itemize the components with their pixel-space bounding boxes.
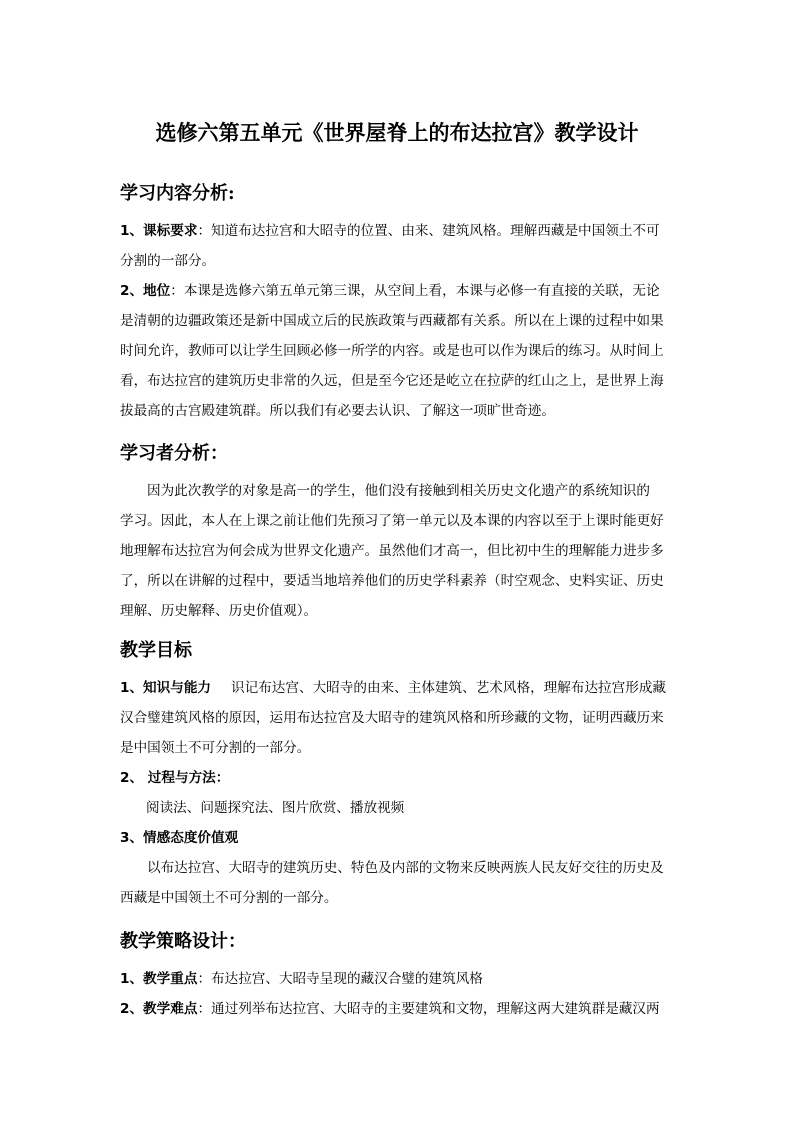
line-text: ：通过列举布达拉宫、大昭寺的主要建筑和文物，理解这两大建筑群是藏汉两 bbox=[197, 1001, 660, 1017]
line-text: ：布达拉宫、大昭寺呈现的藏汉合璧的建筑风格 bbox=[197, 971, 483, 987]
item-label: 1、知识与能力 bbox=[120, 680, 212, 696]
heading-content-analysis: 学习内容分析: bbox=[120, 183, 235, 204]
paragraph-line bbox=[120, 673, 680, 703]
paragraph-line: 时间允许，教师可以让学生回顾必修一所学的内容。或是也可以作为课后的练习。从时间上 bbox=[120, 343, 664, 359]
paragraph-line bbox=[120, 994, 680, 1024]
paragraph-line: 是中国领土不可分割的一部分。 bbox=[120, 740, 311, 756]
paragraph-line bbox=[120, 964, 680, 994]
paragraph-line: 西藏是中国领土不可分割的一部分。 bbox=[120, 890, 338, 906]
paragraph-line: 地理解布达拉宫为何会成为世界文化遗产。虽然他们才高一，但比初中生的理解能力进步多 bbox=[120, 543, 664, 559]
paragraph-line: 学习。因此，本人在上课之前让他们先预习了第一单元以及本课的内容以至于上课时能更好 bbox=[120, 513, 664, 529]
heading-learner-analysis: 学习者分析： bbox=[120, 443, 228, 464]
heading-strategy-design: 教学策略设计： bbox=[120, 931, 246, 952]
paragraph-line bbox=[120, 823, 680, 853]
item-label: 1、课标要求 bbox=[120, 223, 198, 239]
item-label: 3、情感态度价值观 bbox=[120, 830, 239, 846]
line-text: ：本课是选修六第五单元第三课，从空间上看，本课与必修一有直接的关联，无论 bbox=[170, 283, 660, 299]
item-label: 2、 过程与方法： bbox=[120, 770, 230, 786]
content-analysis-body bbox=[120, 216, 680, 426]
paragraph-line: 阅读法、问题探究法、图片欣赏、播放视频 bbox=[146, 800, 405, 816]
paragraph-line bbox=[120, 276, 680, 306]
paragraph-line: 理解、历史解释、历史价值观）。 bbox=[120, 603, 318, 619]
paragraph-line bbox=[120, 216, 680, 246]
item-label: 2、教学难点 bbox=[120, 1001, 198, 1017]
paragraph-line: 拔最高的古宫殿建筑群。所以我们有必要去认识、了解这一项旷世奇迹。 bbox=[120, 403, 555, 419]
paragraph-line: 分割的一部分。 bbox=[120, 253, 216, 269]
paragraph-line: 因为此次教学的对象是高一的学生，他们没有接触到相关历史文化遗产的系统知识的 bbox=[147, 483, 650, 499]
teaching-goals-body bbox=[120, 673, 680, 913]
document-title: 选修六第五单元《世界屋脊上的布达拉宫》教学设计 bbox=[155, 120, 639, 145]
item-label: 1、教学重点 bbox=[120, 971, 198, 987]
paragraph-line bbox=[120, 763, 680, 793]
paragraph-line: 了，所以在讲解的过程中，要适当地培养他们的历史学科素养（时空观念、史料实证、历史 bbox=[120, 573, 664, 589]
learner-analysis-body bbox=[120, 476, 680, 626]
line-text: 识记布达宫、大昭寺的由来、主体建筑、艺术风格，理解布达拉宫形成藏 bbox=[231, 680, 667, 696]
paragraph-line: 是清朝的边疆政策还是新中国成立后的民族政策与西藏都有关系。所以在上课的过程中如果 bbox=[120, 313, 664, 329]
line-text: ：知道布达拉宫和大昭寺的位置、由来、建筑风格。理解西藏是中国领土不可 bbox=[197, 223, 660, 239]
paragraph-line: 以布达拉宫、大昭寺的建筑历史、特色及内部的文物来反映两族人民友好交往的历史及 bbox=[147, 860, 664, 876]
item-label: 2、地位 bbox=[120, 283, 171, 299]
paragraph-line: 汉合璧建筑风格的原因，运用布达拉宫及大昭寺的建筑风格和所珍藏的文物，证明西藏历来 bbox=[120, 710, 664, 726]
paragraph-line: 看，布达拉宫的建筑历史非常的久远，但是至今它还是屹立在拉萨的红山之上，是世界上海 bbox=[120, 373, 664, 389]
strategy-design-body bbox=[120, 964, 680, 1024]
heading-teaching-goals: 教学目标 bbox=[120, 640, 192, 661]
